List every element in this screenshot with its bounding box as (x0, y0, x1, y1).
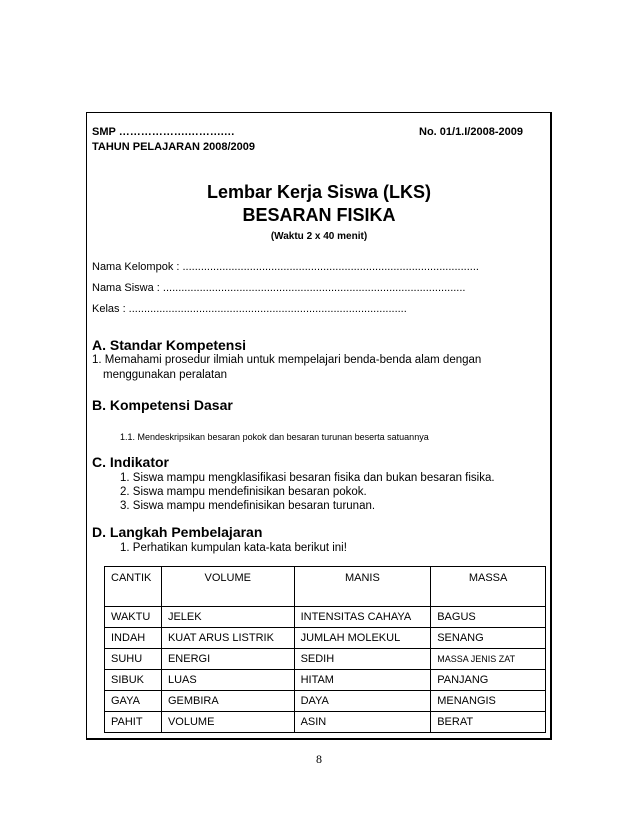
worksheet-subtitle: BESARAN FISIKA (242, 205, 396, 225)
indicator-item: 1. Siswa mampu mengklasifikasi besaran fisika dan bukan besaran fisika. (120, 472, 495, 484)
section-c-title: C. Indikator (92, 454, 170, 470)
table-cell: SIBUK (105, 670, 162, 691)
table-cell: MASSA (431, 567, 546, 607)
section-a-title: A. Standar Kompetensi (92, 337, 247, 353)
table-cell: PAHIT (105, 712, 162, 733)
section-d-text: 1. Perhatikan kumpulan kata-kata berikut ini! (120, 542, 347, 554)
table-row (105, 670, 546, 691)
table-cell: PANJANG (431, 670, 546, 691)
table-cell: BAGUS (431, 607, 546, 628)
table-cell: INTENSITAS CAHAYA (294, 607, 431, 628)
table-header-row (105, 567, 546, 607)
table-cell: SUHU (105, 649, 162, 670)
academic-year: TAHUN PELAJARAN 2008/2009 (92, 141, 256, 153)
table-cell: WAKTU (105, 607, 162, 628)
table-cell: VOLUME (161, 712, 294, 733)
table-row (105, 649, 546, 670)
table-row (105, 628, 546, 649)
table-cell: MENANGIS (431, 691, 546, 712)
section-d-title: D. Langkah Pembelajaran (92, 524, 263, 540)
table-cell: GEMBIRA (161, 691, 294, 712)
duration-note: (Waktu 2 x 40 menit) (270, 231, 368, 242)
table-row (105, 712, 546, 733)
class-field: Kelas : ........................................................................................... (92, 303, 407, 315)
table-cell: JELEK (161, 607, 294, 628)
section-a-text-cont: menggunakan peralatan (103, 369, 228, 381)
table-cell: ASIN (294, 712, 431, 733)
indicator-item: 3. Siswa mampu mendefinisikan besaran turunan. (120, 500, 376, 512)
section-b-title: B. Kompetensi Dasar (92, 397, 233, 413)
table-cell: SENANG (431, 628, 546, 649)
table-cell: KUAT ARUS LISTRIK (161, 628, 294, 649)
student-name-field: Nama Siswa : ................................................................................................... (92, 282, 466, 294)
table-cell: JUMLAH MOLEKUL (294, 628, 431, 649)
table-cell: GAYA (105, 691, 162, 712)
indicator-item: 2. Siswa mampu mendefinisikan besaran pokok. (120, 486, 367, 498)
table-cell: INDAH (105, 628, 162, 649)
section-b-text: 1.1. Mendeskripsikan besaran pokok dan besaran turunan beserta satuannya (120, 432, 429, 442)
table-cell: ENERGI (161, 649, 294, 670)
group-name-field: Nama Kelompok : ................................................................................................. (92, 261, 479, 273)
table-cell: HITAM (294, 670, 431, 691)
page-number: 8 (316, 752, 322, 766)
table-row (105, 691, 546, 712)
table-cell: MASSA JENIS ZAT (431, 649, 546, 670)
section-a-text: 1. Memahami prosedur ilmiah untuk mempelajari benda-benda alam dengan (92, 354, 482, 366)
table-row (105, 607, 546, 628)
table-cell: MANIS (294, 567, 431, 607)
table-cell: BERAT (431, 712, 546, 733)
table-cell: DAYA (294, 691, 431, 712)
table-cell: LUAS (161, 670, 294, 691)
table-cell: VOLUME (161, 567, 294, 607)
worksheet-title: Lembar Kerja Siswa (LKS) (206, 182, 432, 202)
document-number: No. 01/1.I/2008-2009 (419, 126, 523, 138)
table-cell: CANTIK (105, 567, 162, 607)
school-label: SMP ……………….……….… (92, 126, 235, 138)
word-list-table (104, 566, 546, 733)
table-cell: SEDIH (294, 649, 431, 670)
